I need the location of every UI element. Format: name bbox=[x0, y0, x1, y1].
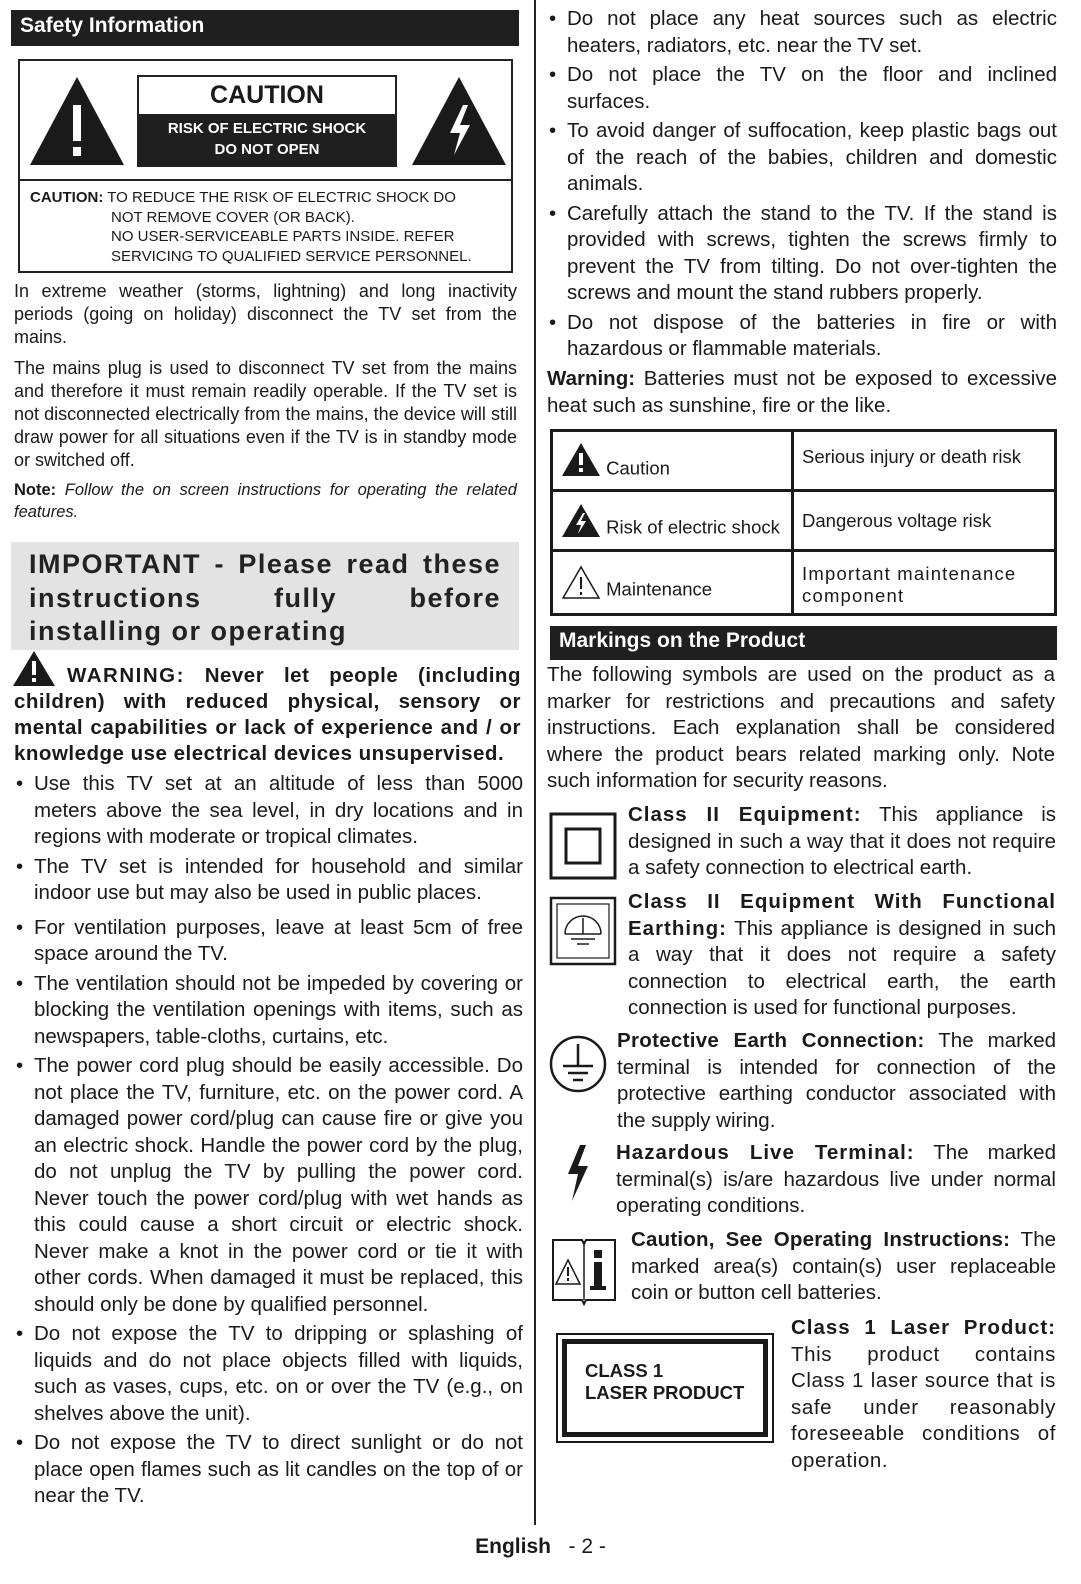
warning-triangle-icon bbox=[28, 75, 126, 167]
symbol-label: Caution bbox=[606, 457, 670, 479]
battery-warning-label: Warning: bbox=[547, 367, 636, 390]
mark-class-ii-functional bbox=[547, 889, 1056, 1022]
symbol-label: Risk of electric shock bbox=[606, 516, 780, 538]
mark-operating-instructions bbox=[631, 1227, 1056, 1307]
laser-label-line1: CLASS 1 bbox=[585, 1360, 664, 1381]
list-item: • To avoid danger of suffocation, keep plastic bags out of the reach of the babies, children and domestic animals. bbox=[547, 118, 1057, 198]
mark-title: Protective Earth Connection: bbox=[617, 1029, 925, 1052]
footer-page-number: - 2 - bbox=[568, 1535, 606, 1558]
list-item: • The power cord plug should be easily accessible. Do not place the TV, furniture, etc. on the power cord. A damaged power cord/plug can cause fire or give you an electric shock. Handle the power cord by the plug, do not unplug the TV by pulling the power cord. Never touch the power cord/plug with wet hands as this could cause a short circuit or electric shock. Never make a knot in the power cord or tie it with other cords. When damaged it must be replaced, this should only be done by qualified personnel. bbox=[14, 1053, 523, 1318]
list-item: • The ventilation should not be impeded by covering or blocking the ventilation openings with items, such as newspapers, table-cloths, curtains, etc. bbox=[14, 971, 523, 1051]
caution-note-prefix: CAUTION: bbox=[30, 189, 104, 206]
symbol-cell bbox=[552, 431, 793, 491]
caution-triangle-icon bbox=[561, 442, 601, 477]
class-ii-equipment-icon bbox=[549, 812, 617, 880]
caution-note-line2: NOT REMOVE COVER (OR BACK). bbox=[111, 208, 355, 226]
symbols-table bbox=[550, 429, 1057, 616]
meaning-cell: Dangerous voltage risk bbox=[793, 491, 1056, 551]
column-divider bbox=[534, 0, 536, 1525]
battery-warning bbox=[547, 366, 1057, 419]
list-item: • Do not expose the TV to direct sunlight or do not place open flames such as lit candles on the top of or near the TV. bbox=[14, 1430, 523, 1510]
mark-title: Hazardous Live Terminal: bbox=[616, 1141, 915, 1164]
warning-label: WARNING: bbox=[67, 664, 185, 687]
caution-plate-line2: DO NOT OPEN bbox=[214, 141, 320, 158]
hazardous-live-icon bbox=[564, 1144, 592, 1202]
note-label: Note: bbox=[14, 481, 57, 499]
table-row bbox=[552, 431, 1056, 491]
battery-warning-text: Batteries must not be exposed to excessive heat such as sunshine, fire or the like. bbox=[547, 367, 1057, 417]
mark-hazardous-live bbox=[616, 1140, 1056, 1220]
list-item: • Do not place any heat sources such as electric heaters, radiators, etc. near the TV set. bbox=[547, 6, 1057, 59]
mark-title: Caution, See Operating Instructions: bbox=[631, 1228, 1011, 1251]
warning-paragraph bbox=[14, 663, 521, 767]
mark-text: The marked area(s) contain(s) user replaceable coin or button cell batteries. bbox=[631, 1228, 1056, 1304]
list-item: • Use this TV set at an altitude of less than 5000 meters above the sea level, in dry locations and in regions with moderate or tropical climates. bbox=[14, 771, 523, 851]
section-title-markings: Markings on the Product bbox=[550, 626, 1057, 660]
electric-shock-icon bbox=[561, 503, 601, 538]
list-item: • The TV set is intended for household and similar indoor use but may also be used in public places. bbox=[14, 854, 523, 907]
mark-laser-product bbox=[791, 1315, 1056, 1474]
laser-product-label bbox=[556, 1333, 774, 1443]
meaning-cell: Serious injury or death risk bbox=[793, 431, 1056, 491]
caution-note-line1: TO REDUCE THE RISK OF ELECTRIC SHOCK DO bbox=[107, 189, 456, 206]
maintenance-triangle-icon bbox=[561, 565, 601, 600]
symbol-cell bbox=[552, 491, 793, 551]
caution-note-line4: SERVICING TO QUALIFIED SERVICE PERSONNEL. bbox=[111, 247, 472, 265]
mark-text: This appliance is designed in such a way that it does not require a safety connection to electrical earth. bbox=[628, 803, 1056, 879]
mark-text: This product contains Class 1 laser source that is safe under reasonably foreseeable conditions of operation. bbox=[791, 1342, 1056, 1472]
mains-plug-paragraph: The mains plug is used to disconnect TV set from the mains and therefore it must remain readily operable. If the TV set is not disconnected electrically from the mains, the device will still draw power for all situations even if the TV is in standby mode or switched off. bbox=[14, 358, 517, 470]
footer-language: English bbox=[475, 1535, 551, 1558]
warning-text: Never let people (including children) with reduced physical, sensory or mental capabilities or lack of experience and / or knowledge use electrical devices unsupervised. bbox=[14, 664, 521, 765]
list-item: • For ventilation purposes, leave at least 5cm of free space around the TV. bbox=[14, 915, 523, 968]
caution-note bbox=[30, 188, 508, 266]
note-text: Follow the on screen instructions for operating the related features. bbox=[14, 481, 517, 521]
weather-paragraph: In extreme weather (storms, lightning) and long inactivity periods (going on holiday) disconnect the TV set from the mains. bbox=[14, 281, 517, 347]
mark-text: This appliance is designed in such a way that it does not require a safety connection to electrical earth, the earth connection is used for functional purposes. bbox=[628, 916, 1056, 1019]
operating-instructions-icon bbox=[550, 1234, 618, 1306]
symbol-label: Maintenance bbox=[606, 578, 713, 600]
table-row bbox=[552, 491, 1056, 551]
caution-note-line3: NO USER-SERVICEABLE PARTS INSIDE. REFER bbox=[111, 228, 455, 245]
right-bullet-list bbox=[547, 6, 1057, 366]
symbol-cell bbox=[552, 551, 793, 615]
list-item: • Do not place the TV on the floor and inclined surfaces. bbox=[547, 62, 1057, 115]
caution-plate-line1: RISK OF ELECTRIC SHOCK bbox=[167, 120, 367, 137]
mark-text: The marked terminal(s) is/are hazardous live under normal operating conditions. bbox=[616, 1141, 1056, 1217]
markings-intro: The following symbols are used on the product as a marker for restrictions and precautions and safety instructions. Each explanation shall be considered where the product bears related marking only. Note such information for security reasons. bbox=[547, 663, 1055, 792]
important-text: IMPORTANT - Please read these instructions fully before installing or operating bbox=[29, 549, 501, 646]
mark-class-ii bbox=[628, 802, 1056, 882]
mark-text: The marked terminal is intended for connection of the protective earthing conductor associated with the supply wiring. bbox=[617, 1029, 1057, 1132]
table-row bbox=[552, 551, 1056, 615]
section-title-safety: Safety Information bbox=[11, 10, 519, 46]
mark-title: Class 1 Laser Product: bbox=[791, 1316, 1056, 1339]
list-item: • Carefully attach the stand to the TV. If the stand is provided with screws, tighten the screws firmly to prevent the TV from tilting. Do not over-tighten the screws and mount the stand rubbers properly. bbox=[547, 201, 1057, 307]
list-item: • Do not expose the TV to dripping or splashing of liquids and do not place objects filled with liquids, such as vases, cups, etc. on or over the TV (e.g., on shelves above the unit). bbox=[14, 1321, 523, 1427]
page-footer bbox=[0, 1535, 1081, 1559]
note-paragraph bbox=[14, 479, 517, 523]
laser-label-line2: LASER PRODUCT bbox=[585, 1382, 745, 1403]
list-item: • Do not dispose of the batteries in fire or with hazardous or flammable materials. bbox=[547, 310, 1057, 363]
mark-title: Class II Equipment: bbox=[628, 803, 862, 826]
important-banner bbox=[11, 542, 519, 650]
lightning-triangle-icon bbox=[410, 75, 508, 167]
caution-label-box bbox=[18, 59, 513, 273]
left-bullet-list bbox=[14, 771, 523, 1513]
caution-plate-title: CAUTION bbox=[210, 81, 324, 109]
meaning-cell: Important maintenance component bbox=[793, 551, 1056, 615]
mark-title: Class II Equipment With Functional Earthing: bbox=[628, 890, 1056, 940]
mark-protective-earth bbox=[547, 1028, 1056, 1134]
caution-plate bbox=[137, 75, 397, 167]
